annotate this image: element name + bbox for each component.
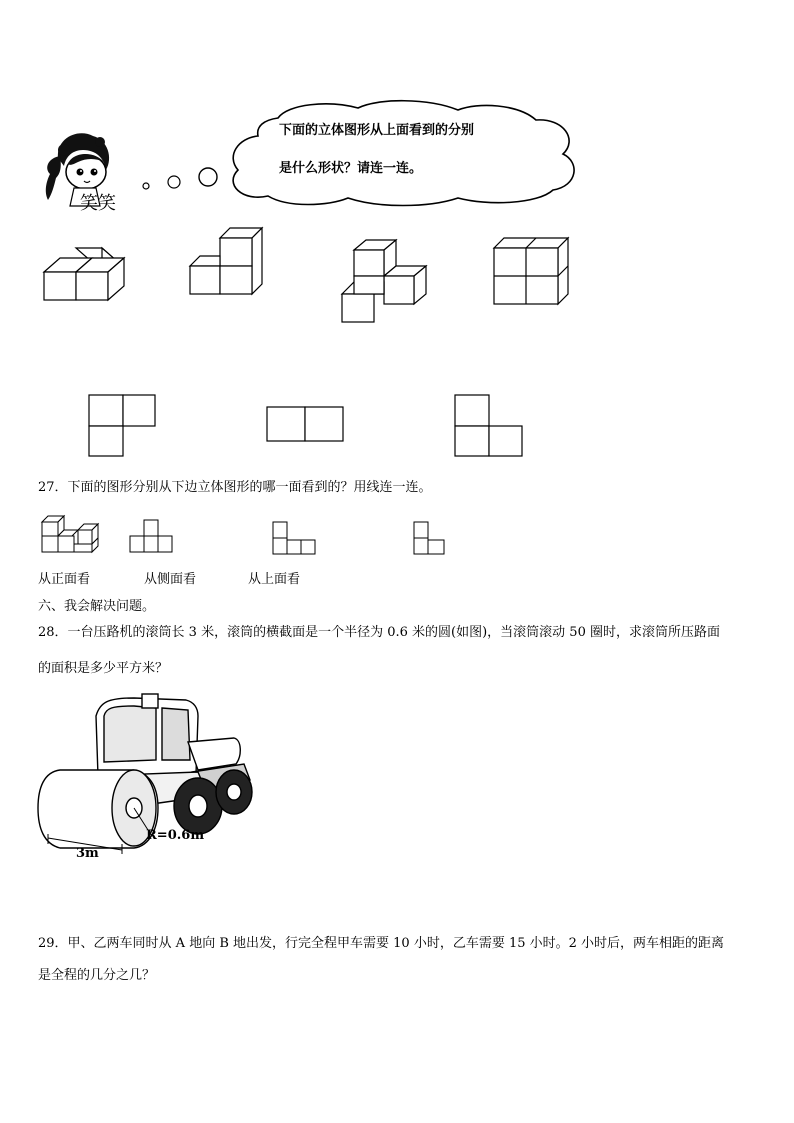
view-label-top: 从上面看 <box>248 572 301 587</box>
question-27-text: 27．下面的图形分别从下边立体图形的哪一面看到的？用线连一连。 <box>38 480 432 495</box>
speech-line-2: 是什么形状？请连一连。 <box>279 161 423 176</box>
top-view-shape-1 <box>86 392 158 458</box>
view-label-front: 从正面看 <box>38 572 91 587</box>
top-view-shape-3 <box>452 392 526 458</box>
cube-solid-3 <box>338 236 428 324</box>
length-label: 3m <box>76 846 99 861</box>
question-29-line-1: 29．甲、乙两车同时从 A 地向 B 地出发，行完全程甲车需要 10 小时，乙车需要 15 小时。2 小时后，两车相距的距离 <box>38 936 725 951</box>
q27-view-3 <box>412 520 452 560</box>
question-28-line-1: 28．一台压路机的滚筒长 3 米，滚筒的横截面是一个半径为 0.6 米的圆(如图)，当滚筒滚动 50 圈时，求滚筒所压路面 <box>38 625 720 640</box>
q27-view-1 <box>128 518 178 556</box>
thought-bubbles <box>138 164 222 192</box>
character-name: 笑笑 <box>80 193 116 214</box>
cube-solid-1 <box>40 244 130 306</box>
q27-solid-figure <box>38 512 102 556</box>
cube-solid-4 <box>490 236 572 308</box>
speech-line-1: 下面的立体图形从上面看到的分别 <box>279 123 475 138</box>
view-label-side: 从侧面看 <box>144 572 197 587</box>
top-view-shape-2 <box>264 404 348 444</box>
q27-view-2 <box>271 520 321 558</box>
cube-solid-2 <box>186 226 266 302</box>
question-28-line-2: 的面积是多少平方米？ <box>38 661 169 676</box>
speech-cloud <box>218 96 583 208</box>
question-29-line-2: 是全程的几分之几？ <box>38 968 156 983</box>
section-6-title: 六、我会解决问题。 <box>38 599 156 614</box>
radius-label: R=0.6m <box>146 828 205 843</box>
